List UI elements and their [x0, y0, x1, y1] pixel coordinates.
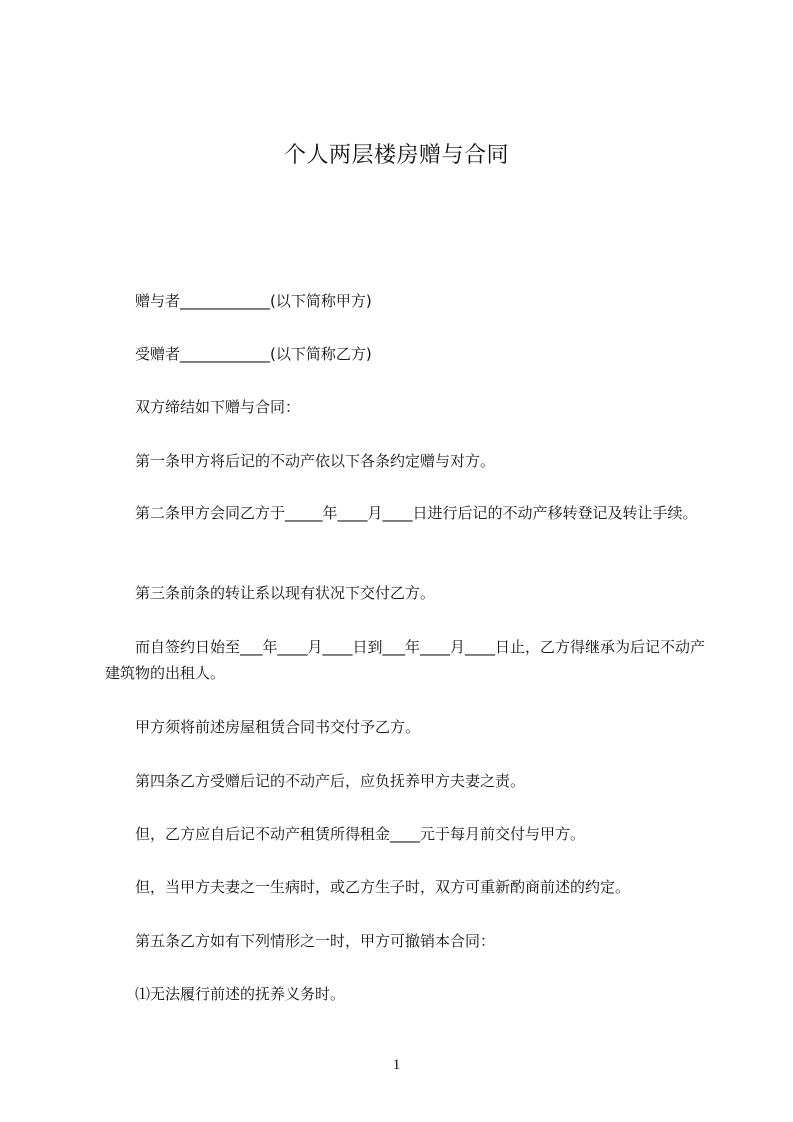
paragraph-article-1: 第一条甲方将后记的不动产依以下各条约定赠与对方。: [135, 452, 496, 470]
paragraph-rent-payment: 但，乙方应自后记不动产租赁所得租金____元于每月前交付与甲方。: [135, 825, 586, 843]
paragraph-article-2: 第二条甲方会同乙方于_____年____月____日进行后记的不动产移转登记及转让手续。: [135, 504, 698, 522]
document-title: 个人两层楼房赠与合同: [283, 143, 509, 168]
paragraph-revocation-item-1: ⑴无法履行前述的抚养义务时。: [135, 985, 346, 1003]
paragraph-donor: 赠与者____________(以下简称甲方): [135, 292, 372, 310]
paragraph-renegotiation: 但，当甲方夫妻之一生病时，或乙方生子时，双方可重新酌商前述的约定。: [135, 878, 631, 896]
paragraph-donee: 受赠者____________(以下简称乙方): [135, 345, 372, 363]
paragraph-agreement-intro: 双方缔结如下赠与合同：: [135, 398, 301, 416]
paragraph-article-4: 第四条乙方受赠后记的不动产后，应负抚养甲方夫妻之责。: [135, 772, 526, 790]
paragraph-article-5: 第五条乙方如有下列情形之一时，甲方可撤销本合同：: [135, 932, 496, 950]
page-number: 1: [392, 1057, 401, 1073]
paragraph-lease-contract: 甲方须将前述房屋租赁合同书交付予乙方。: [135, 718, 421, 736]
paragraph-lease-period: 而自签约日始至___年____月____日到___年____月____日止，乙方得继承为后记不动产建筑物的出租人。: [105, 638, 706, 682]
paragraph-article-3: 第三条前条的转让系以现有状况下交付乙方。: [135, 584, 436, 602]
